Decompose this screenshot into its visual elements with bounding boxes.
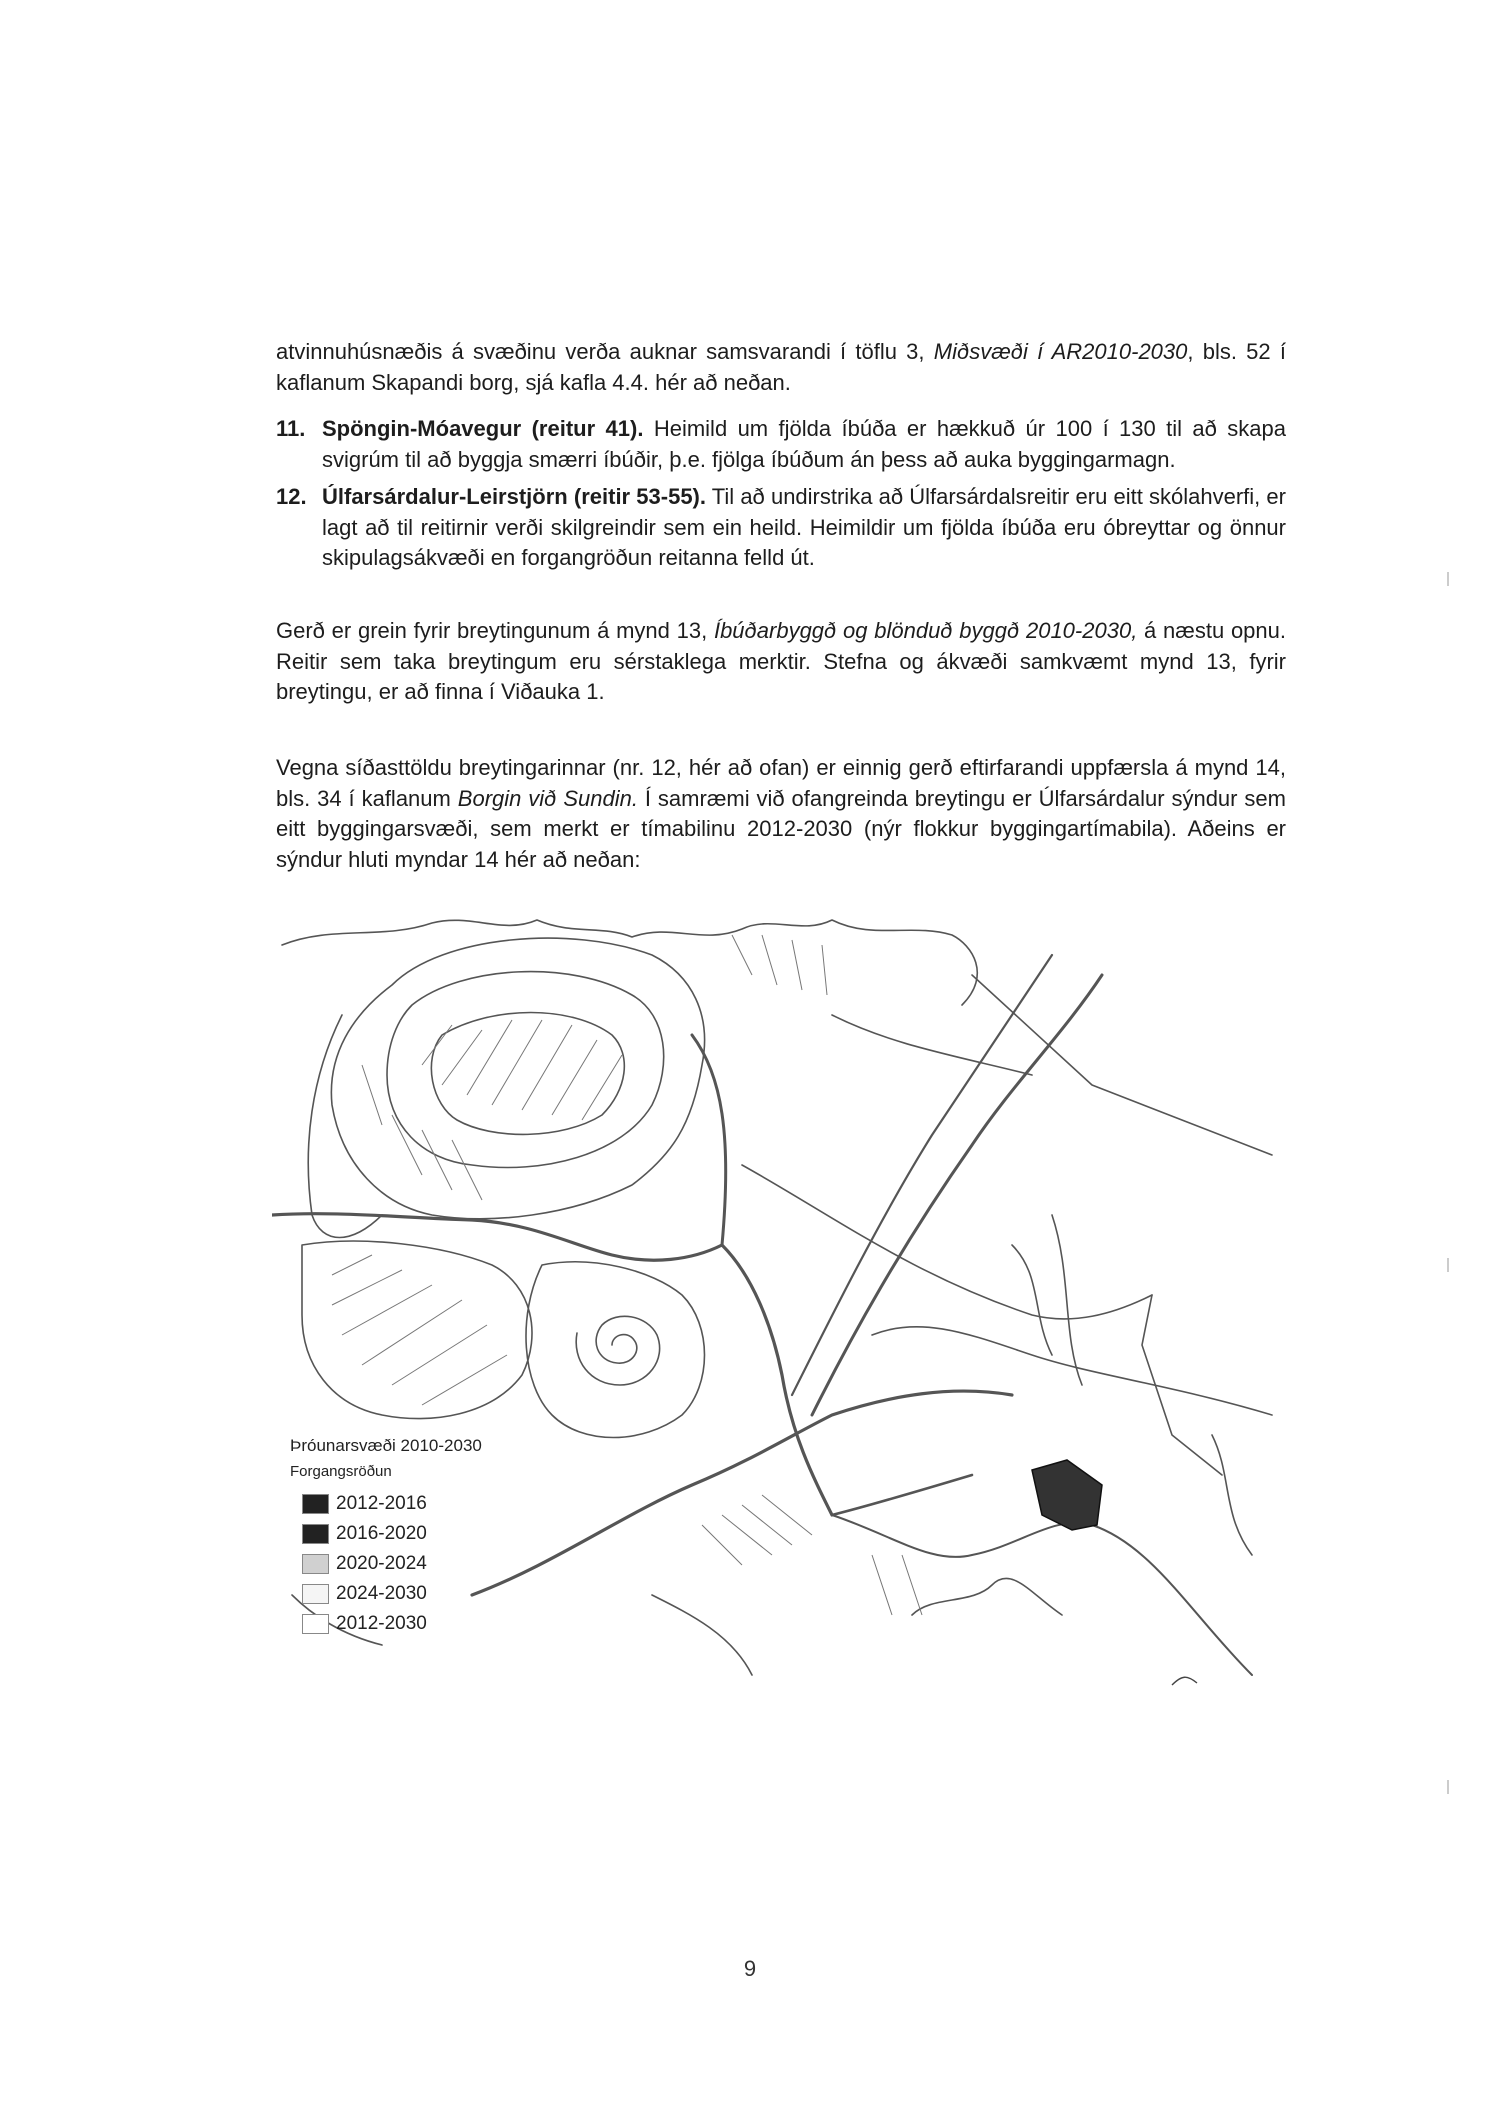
item-title: Spöngin-Móavegur (reitur 41). — [322, 416, 644, 441]
item-text: Til að undirstrika að Úlfarsárdalsreitir eru eitt skólahverfi, er lagt að til reitirnir verði skilgreindir sem ein heild. Heimildir um fjölda íbúða eru óbreyttar og önnur skipulagsákvæði en forgangröðun reitanna felld út. — [322, 484, 1286, 570]
page-number: 9 — [743, 1956, 757, 1981]
para2-after: á næstu opnu. Reitir sem taka breytingum eru sérstaklega merktir. Stefna og ákvæði samkvæmt mynd 13, fyrir breytingu, er að finna í Viðauka 1. — [276, 618, 1286, 704]
boundary-line — [1052, 1215, 1082, 1385]
arterial-road — [722, 1245, 832, 1515]
list-item — [276, 414, 1286, 475]
highway — [792, 955, 1052, 1395]
coast-mark — [1172, 1677, 1197, 1685]
item-text: Heimild um fjölda íbúða er hækkuð úr 100 í 130 til að skapa svigrúm til að byggja smærri íbúðir, þ.e. fjölga íbúðum án þess að auka byggingarmagn. — [322, 416, 1286, 472]
river — [652, 1595, 752, 1675]
development-area-ulfarsardalur — [1032, 1460, 1102, 1530]
legend-label: 2012-2030 — [336, 1613, 427, 1634]
boundary-line — [972, 975, 1272, 1155]
spiral-landmark — [576, 1316, 659, 1385]
legend-swatch — [302, 1554, 329, 1574]
legend-item — [302, 1553, 427, 1575]
arterial-road — [692, 1035, 726, 1245]
legend-item — [302, 1613, 427, 1635]
street-loop — [431, 1013, 624, 1135]
contour-line — [1212, 1435, 1252, 1555]
legend-label: 2024-2030 — [336, 1583, 427, 1604]
item-number: 11. — [276, 416, 306, 441]
lead-text-before: atvinnuhúsnæðis á svæðinu verða auknar samsvarandi í töflu 3, — [276, 339, 934, 364]
para3-before: Vegna síðasttöldu breytingarinnar (nr. 12, hér að ofan) er einnig gerð eftirfarandi uppfærsla á mynd 14, bls. 34 í kaflanum — [276, 755, 1286, 811]
legend-swatch — [302, 1584, 329, 1604]
para2-emphasis: Íbúðarbyggð og blönduð byggð 2010-2030, — [713, 618, 1138, 643]
lead-text-emphasis: Miðsvæði í AR2010-2030 — [933, 339, 1188, 364]
paragraph-figure-14 — [276, 753, 1286, 875]
street-hatch — [362, 1065, 482, 1200]
neighbourhood-boundary — [308, 1015, 382, 1238]
legend-item — [302, 1583, 427, 1605]
contour-line — [282, 920, 977, 1005]
legend-item — [302, 1523, 427, 1545]
legend-swatch — [302, 1524, 329, 1544]
arterial-road — [832, 1475, 972, 1515]
contour-line — [1012, 1245, 1052, 1355]
list-item — [276, 482, 1286, 574]
street-hatch — [702, 1495, 922, 1615]
highway — [812, 975, 1102, 1415]
street-hatch — [732, 935, 827, 995]
para2-before: Gerð er grein fyrir breytingunum á mynd 13, — [276, 618, 714, 643]
lead-paragraph — [276, 337, 1286, 398]
scan-margin-mark — [1447, 1780, 1449, 1794]
river — [832, 1515, 1252, 1675]
contour-line — [872, 1327, 1272, 1415]
item-title: Úlfarsárdalur-Leirstjörn (reitir 53-55). — [322, 484, 706, 509]
para3-after: Í samræmi við ofangreinda breytingu er Úlfarsárdalur sýndur sem eitt byggingarsvæði, sem merkt er tímabilinu 2012-2030 (nýr flokkur byggingartímabila). Aðeins er sýndur hluti myndar 14 hér að neðan: — [276, 785, 1286, 872]
scan-margin-mark — [1447, 572, 1449, 586]
legend-swatch — [302, 1494, 329, 1514]
street-hatch — [332, 1255, 507, 1405]
legend-label: 2016-2020 — [336, 1523, 427, 1544]
boundary-line — [742, 1165, 1152, 1319]
street-loop — [526, 1262, 705, 1438]
legend-item — [302, 1493, 427, 1515]
boundary-line — [832, 1015, 1032, 1075]
para3-emphasis: Borgin við Sundin. — [457, 785, 638, 811]
street-loop — [387, 972, 664, 1168]
river — [912, 1578, 1062, 1615]
scan-margin-mark — [1447, 1258, 1449, 1272]
street-hatch — [422, 1020, 622, 1120]
item-number: 12. — [276, 484, 307, 509]
legend-subtitle: Forgangsröðun — [290, 1463, 392, 1480]
legend-label: 2012-2016 — [336, 1493, 427, 1514]
paragraph-figure-13 — [276, 616, 1286, 708]
lead-text-after: , bls. 52 í kaflanum Skapandi borg, sjá kafla 4.4. hér að neðan. — [276, 339, 1286, 395]
legend-label: 2020-2024 — [336, 1553, 427, 1574]
legend-swatch — [302, 1614, 329, 1634]
change-list — [276, 414, 1286, 581]
legend-title: Þróunarsvæði 2010-2030 — [290, 1436, 482, 1455]
